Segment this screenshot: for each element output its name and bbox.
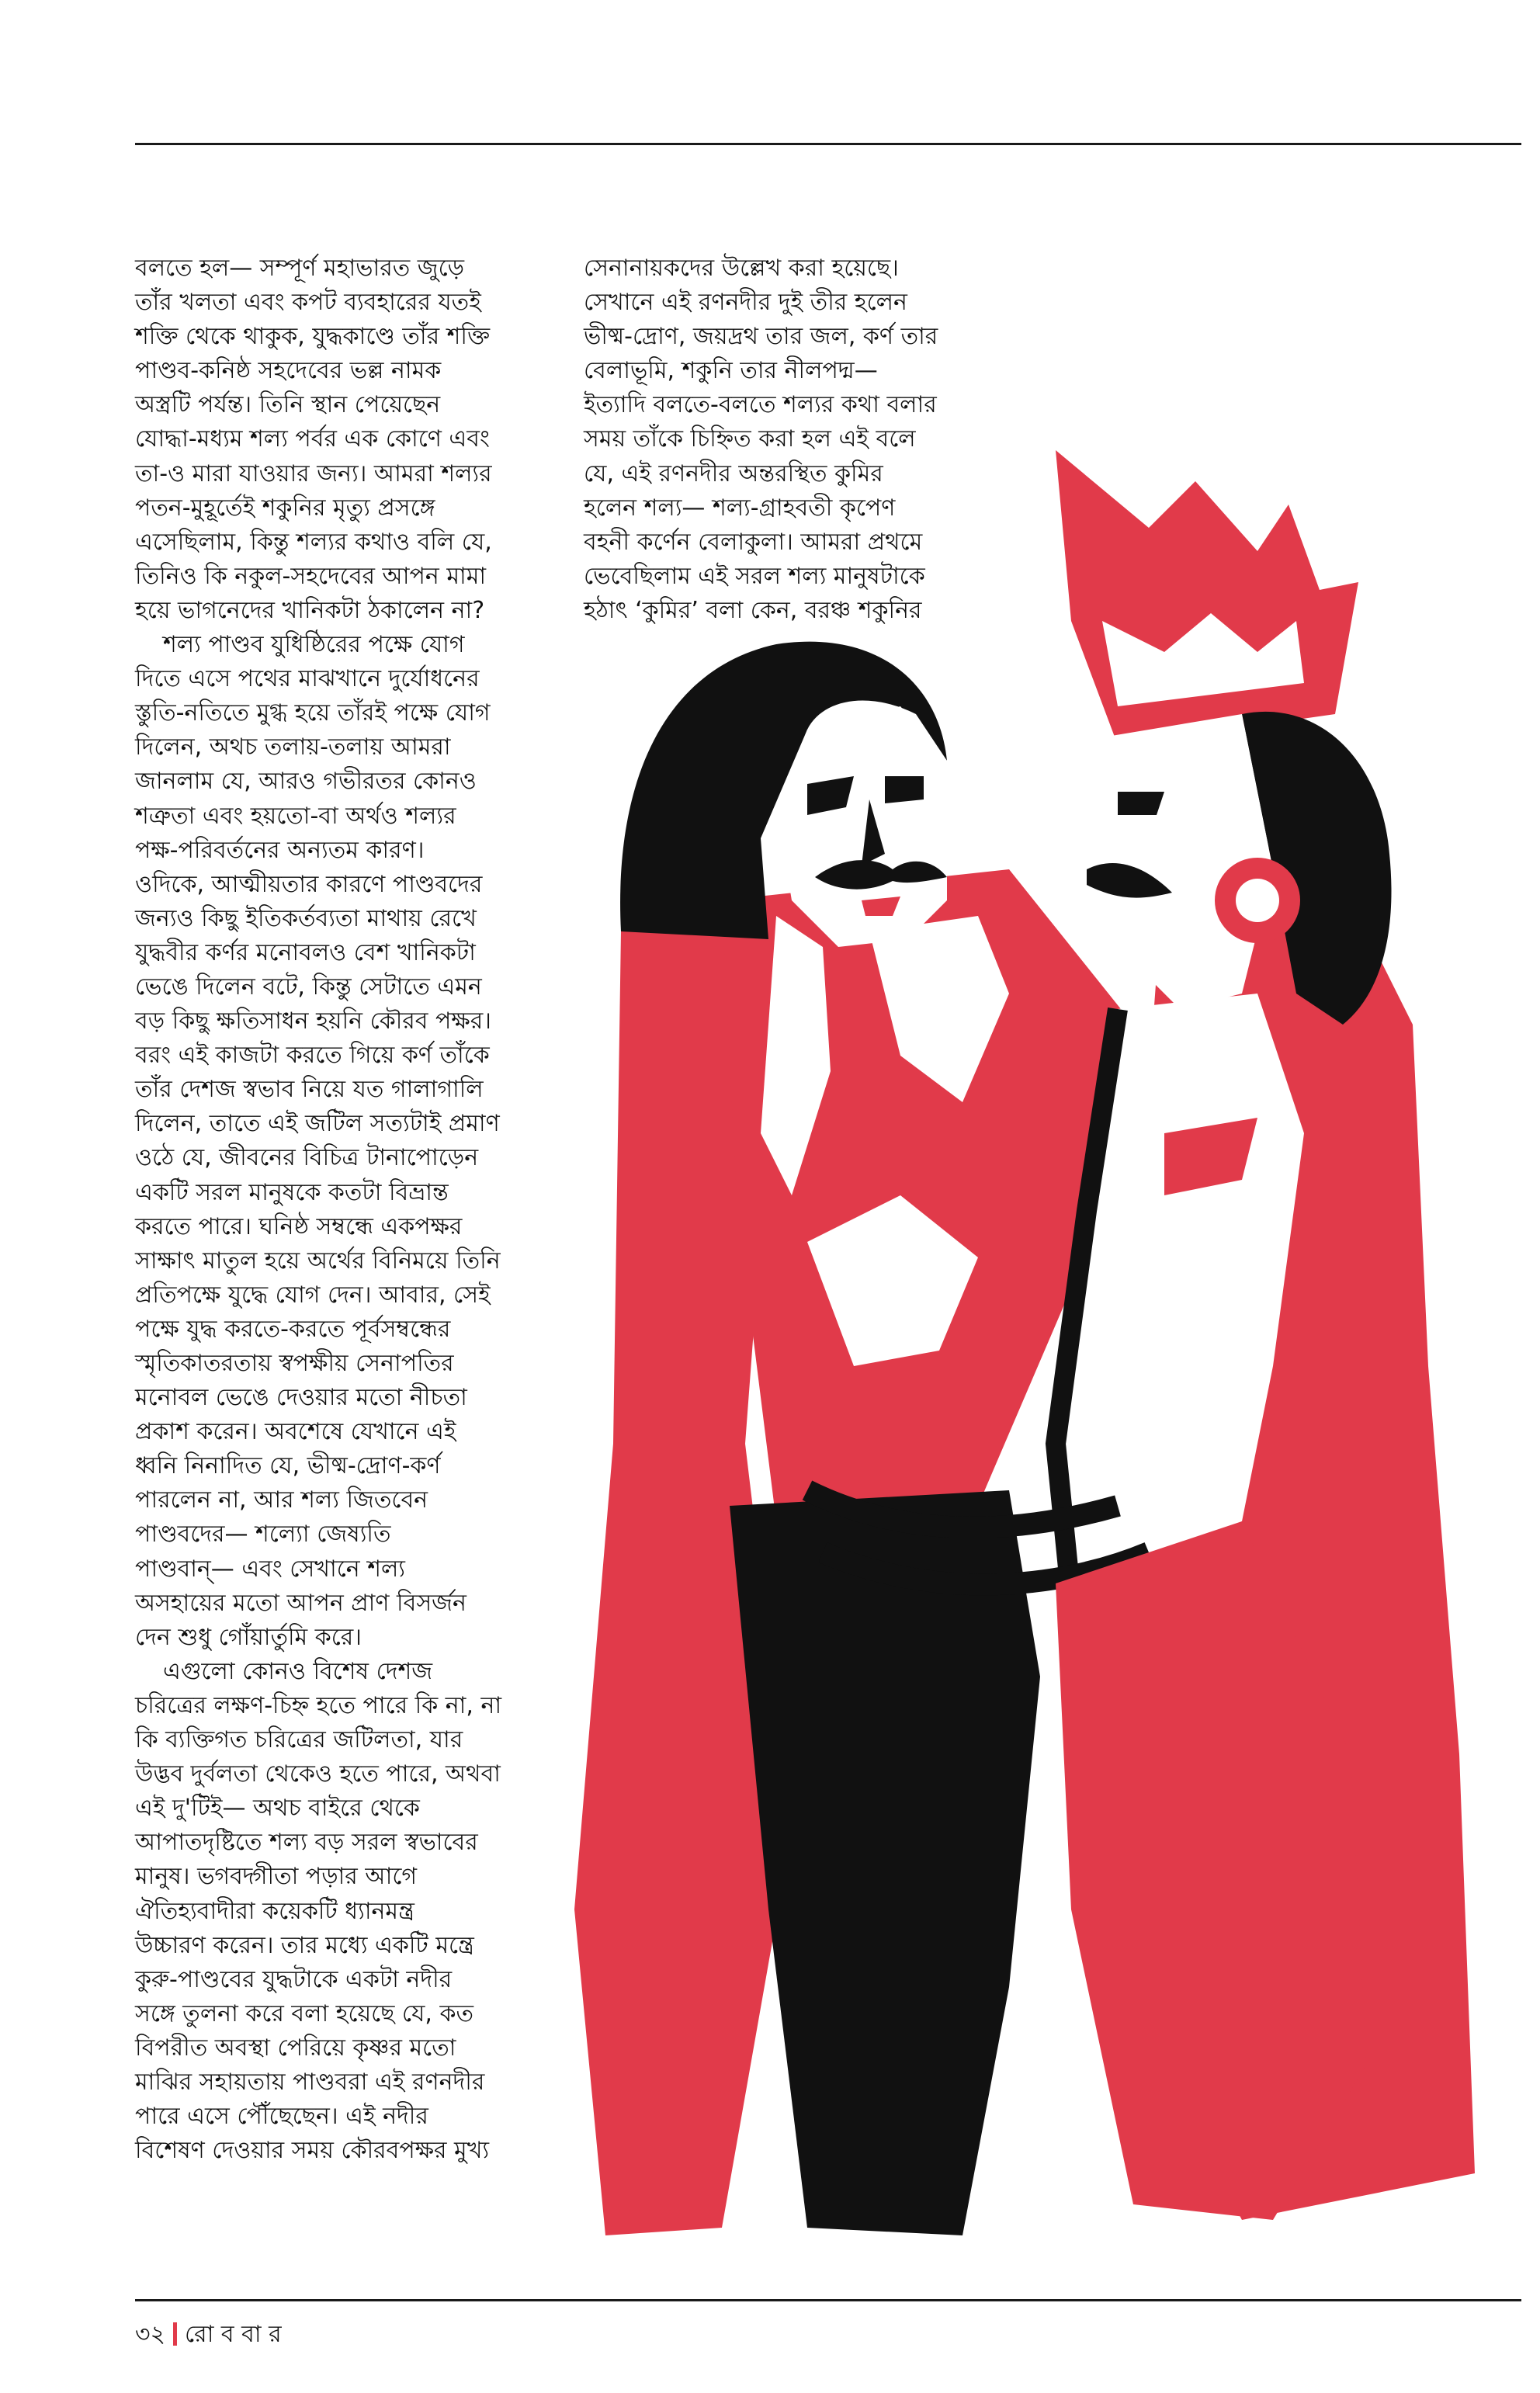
footer-separator	[173, 2322, 177, 2346]
right-warrior-crown	[1056, 450, 1358, 745]
page-number: ৩২	[135, 2321, 166, 2348]
left-warrior-eye	[885, 776, 924, 803]
paragraph-1: বলতে হল— সম্পূর্ণ মহাভারত জুড়ে তাঁর খলতা এবং কপট ব্যবহারের যতই শক্তি থেকে থাকুক, যুদ্ধকাণ্ডে তাঁর শক্তি পাণ্ডব-কনিষ্ঠ সহদেবের ভল্ল নামক অস্ত্রটি পর্যন্ত। তিনি স্থান পেয়েছেন যোদ্ধা-মধ্যম শল্য পর্বর এক কোণে এবং তা-ও মারা যাওয়ার জন্য। আমরা শল্যর পতন-মুহূর্তেই শকুনির মৃত্যু প্রসঙ্গে এসেছিলাম, কিন্তু শল্যর কথাও বলি যে, তিনিও কি নকুল-সহদেবের আপন মামা হয়ে ভাগনেদের খানিকটা ঠকালেন না?	[135, 255, 492, 624]
paragraph-3: এগুলো কোনও বিশেষ দেশজ চরিত্রের লক্ষণ-চিহ্ন হতে পারে কি না, না কি ব্যক্তিগত চরিত্রের জটিলতা, যার উদ্ভব দুর্বলতা থেকেও হতে পারে, অথবা এই দু'টিই— অথচ বাইরে থেকে আপাতদৃষ্টিতে শল্য বড় সরল স্বভাবের মানুষ। ভগবদ্গীতা পড়ার আগে ঐতিহ্যবাদীরা কয়েকটি ধ্যানমন্ত্র উচ্চারণ করেন। তার মধ্যে একটি মন্ত্রে কুরু-পাণ্ডবের যুদ্ধটাকে একটা নদীর সঙ্গে তুলনা করে বলা হয়েছে যে, কত বিপরীত অবস্থা পেরিয়ে কৃষ্ণর মতো মাঝির সহায়তায় পাণ্ডবরা এই রণনদীর পারে এসে পৌঁছেছেন। এই নদীর বিশেষণ দেওয়ার সময় কৌরবপক্ষর মুখ্য	[135, 1657, 502, 2165]
left-warrior-dhoti	[730, 1490, 1040, 2235]
magazine-name: রো ব বা র	[185, 2321, 282, 2348]
top-rule	[135, 143, 1521, 145]
page-footer	[135, 2319, 282, 2350]
right-warrior-eye	[1118, 792, 1164, 815]
right-warrior-earring-inner	[1236, 879, 1279, 922]
paragraph-4: সেনানায়কদের উল্লেখ করা হয়েছে। সেখানে এই রণনদীর দুই তীর হলেন ভীষ্ম-দ্রোণ, জয়দ্রথ তার জল, কর্ণ তার বেলাভূমি, শকুনি তার নীলপদ্ম— ইত্যাদি বলতে-বলতে শল্যর কথা বলার সময় তাঁকে চিহ্নিত করা হল এই বলে যে, এই রণনদীর অন্তরস্থিত কুমির হলেন শল্য— শল্য-গ্রাহবতী কৃপেণ বহনী কর্ণেন বেলাকুলা। আমরা প্রথমে ভেবেছিলাম এই সরল শল্য মানুষটাকে হঠাৎ ‘কুমির’ বলা কেন, বরঞ্চ শকুনির	[584, 255, 938, 624]
bottom-rule	[135, 2299, 1521, 2301]
warriors-illustration	[574, 435, 1521, 2298]
paragraph-2: শল্য পাণ্ডব যুধিষ্ঠিরের পক্ষে যোগ দিতে এসে পথের মাঝখানে দুর্যোধনের স্তুতি-নতিতে মুগ্ধ হয়ে তাঁরই পক্ষে যোগ দিলেন, অথচ তলায়-তলায় আমরা জানলাম যে, আরও গভীরতর কোনও শত্রুতা এবং হয়তো-বা অর্থও শল্যর পক্ষ-পরিবর্তনের অন্যতম কারণ। ওদিকে, আত্মীয়তার কারণে পাণ্ডবদের জন্যও কিছু ইতিকর্তব্যতা মাথায় রেখে যুদ্ধবীর কর্ণর মনোবলও বেশ খানিকটা ভেঙে দিলেন বটে, কিন্তু সেটাতে এমন বড় কিছু ক্ষতিসাধন হয়নি কৌরব পক্ষর। বরং এই কাজটা করতে গিয়ে কর্ণ তাঁকে তাঁর দেশজ স্বভাব নিয়ে যত গালাগালি দিলেন, তাতে এই জটিল সত্যটাই প্রমাণ ওঠে যে, জীবনের বিচিত্র টানাপোড়েন একটি সরল মানুষকে কতটা বিভ্রান্ত করতে পারে। ঘনিষ্ঠ সম্বন্ধে একপক্ষর সাক্ষাৎ মাতুল হয়ে অর্থের বিনিময়ে তিনি প্রতিপক্ষে যুদ্ধে যোগ দেন। আবার, সেই পক্ষে যুদ্ধ করতে-করতে পূর্বসম্বন্ধের স্মৃতিকাতরতায় স্বপক্ষীয় সেনাপতির মনোবল ভেঙে দেওয়ার মতো নীচতা প্রকাশ করেন। অবশেষে যেখানে এই ধ্বনি নিনাদিত যে, ভীষ্ম-দ্রোণ-কর্ণ পারলেন না, আর শল্য জিতবেন পাণ্ডবদের— শল্যো জেষ্যতি পাণ্ডবান্— এবং সেখানে শল্য অসহায়ের মতো আপন প্রাণ বিসর্জন দেন শুধু গোঁয়ার্তুমি করে।	[135, 631, 501, 1651]
article-column-left	[135, 251, 554, 2168]
